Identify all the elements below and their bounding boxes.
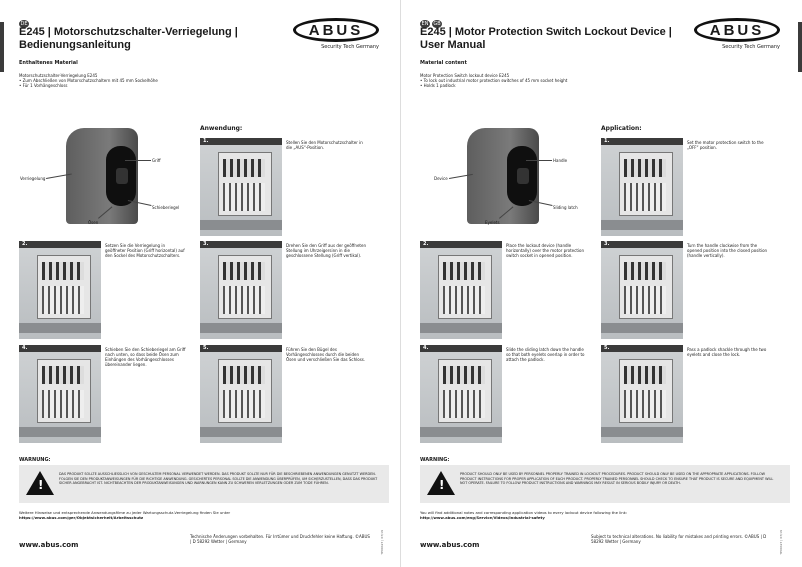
document-number: TP00427 | 07/19 bbox=[380, 530, 384, 555]
warning-box bbox=[19, 465, 389, 503]
warning-text: PRODUCT SHOULD ONLY BE USED BY PERSONNEL PROPERLY TRAINED IN LOCKOUT PROCEDURES. PRODUCT SHOULD ONLY BE USED ON THE APPROPRIATE APPLICATIONS. FOLLOW PRODUCT INSTRUCTIONS FOR PROPER APPLICATION OF EACH PRODUCT. PROPERLY TRAINED PERSONNEL SHOULD CHECK TO ENSURE THAT PRODUCT IS SECURE AND EQUIPMENT WILL NOT OPERATE. FAILURE TO FOLLOW PRODUCT INSTRUCTIONS AND WARNINGS MAY RESULT IN SERIOUS BODILY INJURY OR DEATH. bbox=[460, 472, 774, 485]
switch-panel bbox=[218, 255, 272, 319]
application-heading: Application: bbox=[601, 125, 642, 132]
callout-verriegelung: Verriegelung bbox=[20, 176, 46, 181]
footer-note: Subject to technical alterations. No liability for mistakes and printing errors. ©ABUS | D 58292 Wetter | Germany bbox=[591, 534, 767, 544]
side-tab bbox=[798, 22, 802, 72]
abus-logo bbox=[694, 18, 780, 50]
callout-device: Device bbox=[434, 176, 448, 181]
document-number: TP00427 | 07/19 bbox=[779, 530, 783, 555]
step-text-4: Slide the sliding latch down the handle so that both eyelets overlap in order to attach the padlock. bbox=[506, 347, 585, 362]
din-rail bbox=[601, 323, 683, 333]
step-photo-4 bbox=[420, 345, 502, 443]
step-number: 3. bbox=[200, 241, 282, 248]
din-rail bbox=[601, 427, 683, 437]
more-info bbox=[19, 510, 319, 520]
warning-text: DAS PRODUKT SOLLTE AUSSCHLIESSLICH VON GESCHULTEM PERSONAL VERWENDET WERDEN. DAS PRODUKT SOLLTE NUR FÜR DIE BESCHRIEBENEN ANWENDUNGEN GENUTZT WERDEN. FOLGEN SIE DEN PRODUKTANWEISUNGEN FÜR DIE RICHTIGE ANWENDUNG. GESICHERTES PERSONAL SOLLTE DIE ANWENDUNG ÜBERPRÜFEN, UM SICHERZUSTELLEN, DASS DAS PRODUKT SICHER ANGEBRACHT IST. NICHTBEACHTEN DER PRODUKTANWEISUNGEN UND WARNUNGEN KANN ZU SCHWEREN VERLETZUNGEN ODER ZUM TODE FÜHREN. bbox=[59, 472, 378, 485]
website-link[interactable]: www.abus.com bbox=[420, 541, 480, 549]
side-tab bbox=[0, 22, 4, 72]
logo-tagline: Security Tech Germany bbox=[722, 44, 780, 50]
more-info-text: You will find additional notes and corresponding application videos to every lockout device following the link: bbox=[420, 510, 628, 515]
step-photo-1 bbox=[200, 138, 282, 236]
callout-eyelets: Eyelets bbox=[485, 220, 500, 225]
step-number: 5. bbox=[601, 345, 683, 352]
logo-wordmark: ABUS bbox=[293, 18, 379, 42]
warning-icon: ! bbox=[427, 471, 455, 495]
din-rail bbox=[19, 427, 101, 437]
more-info-link[interactable]: https://www.abus.com/ger/Objektsicherheit/Arbeitsschutz bbox=[19, 515, 144, 520]
din-rail bbox=[200, 220, 282, 230]
step-number: 2. bbox=[420, 241, 502, 248]
warning-heading: WARNING: bbox=[420, 457, 450, 463]
step-number: 4. bbox=[420, 345, 502, 352]
step-text-2: Setzen Sie die Verriegelung in geöffneter Position (Griff horizontal) auf den Sockel des Motorschutzschalters. bbox=[105, 243, 185, 258]
more-info bbox=[420, 510, 720, 520]
step-text-3: Drehen Sie den Griff aus der geöffneten Stellung im Uhrzeigersinn in die geschlossene Stellung (Griff vertikal). bbox=[286, 243, 366, 258]
section-heading: Enthaltenes Material bbox=[19, 60, 78, 66]
page-english bbox=[401, 0, 802, 567]
din-rail bbox=[200, 427, 282, 437]
switch-panel bbox=[619, 255, 673, 319]
switch-panel bbox=[218, 152, 272, 216]
step-number: 5. bbox=[200, 345, 282, 352]
switch-panel bbox=[37, 359, 91, 423]
warning-section bbox=[19, 457, 389, 503]
content-line: Motorschutzschalter-Verriegelung E245 bbox=[19, 73, 98, 78]
section-heading: Material content bbox=[420, 60, 467, 66]
content-line: Motor Protection Switch lockout device E245 bbox=[420, 73, 510, 78]
page-title: E245 | Motor Protection Switch Lockout Device | User Manual bbox=[420, 26, 672, 51]
warning-box bbox=[420, 465, 790, 503]
content-list bbox=[19, 73, 219, 88]
warning-icon: ! bbox=[26, 471, 54, 495]
din-rail bbox=[601, 220, 683, 230]
website-link[interactable]: www.abus.com bbox=[19, 541, 79, 549]
language-badge: DE bbox=[20, 21, 28, 27]
step-text-2: Place the lockout device (handle horizontally) over the motor protection switch socket in opened position. bbox=[506, 243, 584, 258]
switch-panel bbox=[619, 152, 673, 216]
callout-line bbox=[125, 160, 151, 161]
din-rail bbox=[420, 427, 502, 437]
step-text-3: Turn the handle clockwise from the opened position into the closed position (handle vertically). bbox=[687, 243, 768, 258]
din-rail bbox=[200, 323, 282, 333]
device-latch bbox=[517, 168, 529, 184]
logo-wordmark: ABUS bbox=[694, 18, 780, 42]
page-title: E245 | Motorschutzschalter-Verriegelung | Bedienungsanleitung bbox=[19, 26, 238, 51]
step-photo-5 bbox=[601, 345, 683, 443]
content-line: • Zum Abschließen von Motorschutzschaltern mit 45 mm Sockelhöhe bbox=[19, 78, 158, 83]
step-photo-3 bbox=[601, 241, 683, 339]
step-photo-2 bbox=[19, 241, 101, 339]
footer-note: Technische Änderungen vorbehalten. Für Irrtümer und Druckfehler keine Haftung. ©ABUS | D 58292 Wetter | Germany bbox=[190, 534, 370, 544]
logo-tagline: Security Tech Germany bbox=[321, 44, 379, 50]
step-photo-4 bbox=[19, 345, 101, 443]
content-list bbox=[420, 73, 620, 88]
switch-panel bbox=[619, 359, 673, 423]
switch-panel bbox=[37, 255, 91, 319]
callout-schieberiegel: Schieberiegel bbox=[152, 205, 180, 210]
step-photo-5 bbox=[200, 345, 282, 443]
language-badge: EN bbox=[421, 21, 429, 27]
callout-griff: Griff bbox=[152, 158, 161, 163]
step-text-5: Führen Sie den Bügel des Vorhängeschlosses durch die beiden Ösen und verschließen Sie das Schloss. bbox=[286, 347, 366, 362]
language-badge: GB bbox=[433, 21, 441, 27]
more-info-text: Weitere Hinweise und entsprechende Anwendungsfilme zu jeder Wartungsschutz-Verriegelung finden Sie unter bbox=[19, 510, 231, 515]
device-latch bbox=[116, 168, 128, 184]
switch-panel bbox=[218, 359, 272, 423]
step-number: 2. bbox=[19, 241, 101, 248]
more-info-link[interactable]: http://www.abus.com/eng/Service/Videos/Industrial-safety bbox=[420, 515, 545, 520]
callout-oesen: Ösen bbox=[88, 220, 99, 225]
step-photo-3 bbox=[200, 241, 282, 339]
content-line: • Für 1 Vorhängeschloss bbox=[19, 83, 68, 88]
step-number: 3. bbox=[601, 241, 683, 248]
callout-handle: Handle bbox=[553, 158, 568, 163]
step-text-5: Pass a padlock shackle through the two eyelets and close the lock. bbox=[687, 347, 767, 357]
warning-section bbox=[420, 457, 790, 503]
din-rail bbox=[420, 323, 502, 333]
step-text-1: Set the motor protection switch to the „OFF“ position. bbox=[687, 140, 764, 150]
switch-panel bbox=[438, 255, 492, 319]
callout-sliding-latch: Sliding latch bbox=[553, 205, 578, 210]
switch-panel bbox=[438, 359, 492, 423]
content-line: • Holds 1 padlock bbox=[420, 83, 456, 88]
content-line: • To lock out industrial motor protection switches of 45 mm socket height bbox=[420, 78, 568, 83]
warning-heading: WARNUNG: bbox=[19, 457, 51, 463]
callout-line bbox=[526, 160, 552, 161]
step-photo-2 bbox=[420, 241, 502, 339]
step-text-1: Stellen Sie den Motorschutzschalter in die „AUS“-Position. bbox=[286, 140, 363, 150]
step-text-4: Schieben Sie den Schieberiegel am Griff nach unten, so dass beide Ösen zum Einhängen des Vorhängeschlosses übereinander liegen. bbox=[105, 347, 186, 367]
step-number: 1. bbox=[200, 138, 282, 145]
application-heading: Anwendung: bbox=[200, 125, 243, 132]
abus-logo bbox=[293, 18, 379, 50]
din-rail bbox=[19, 323, 101, 333]
step-photo-1 bbox=[601, 138, 683, 236]
step-number: 4. bbox=[19, 345, 101, 352]
step-number: 1. bbox=[601, 138, 683, 145]
